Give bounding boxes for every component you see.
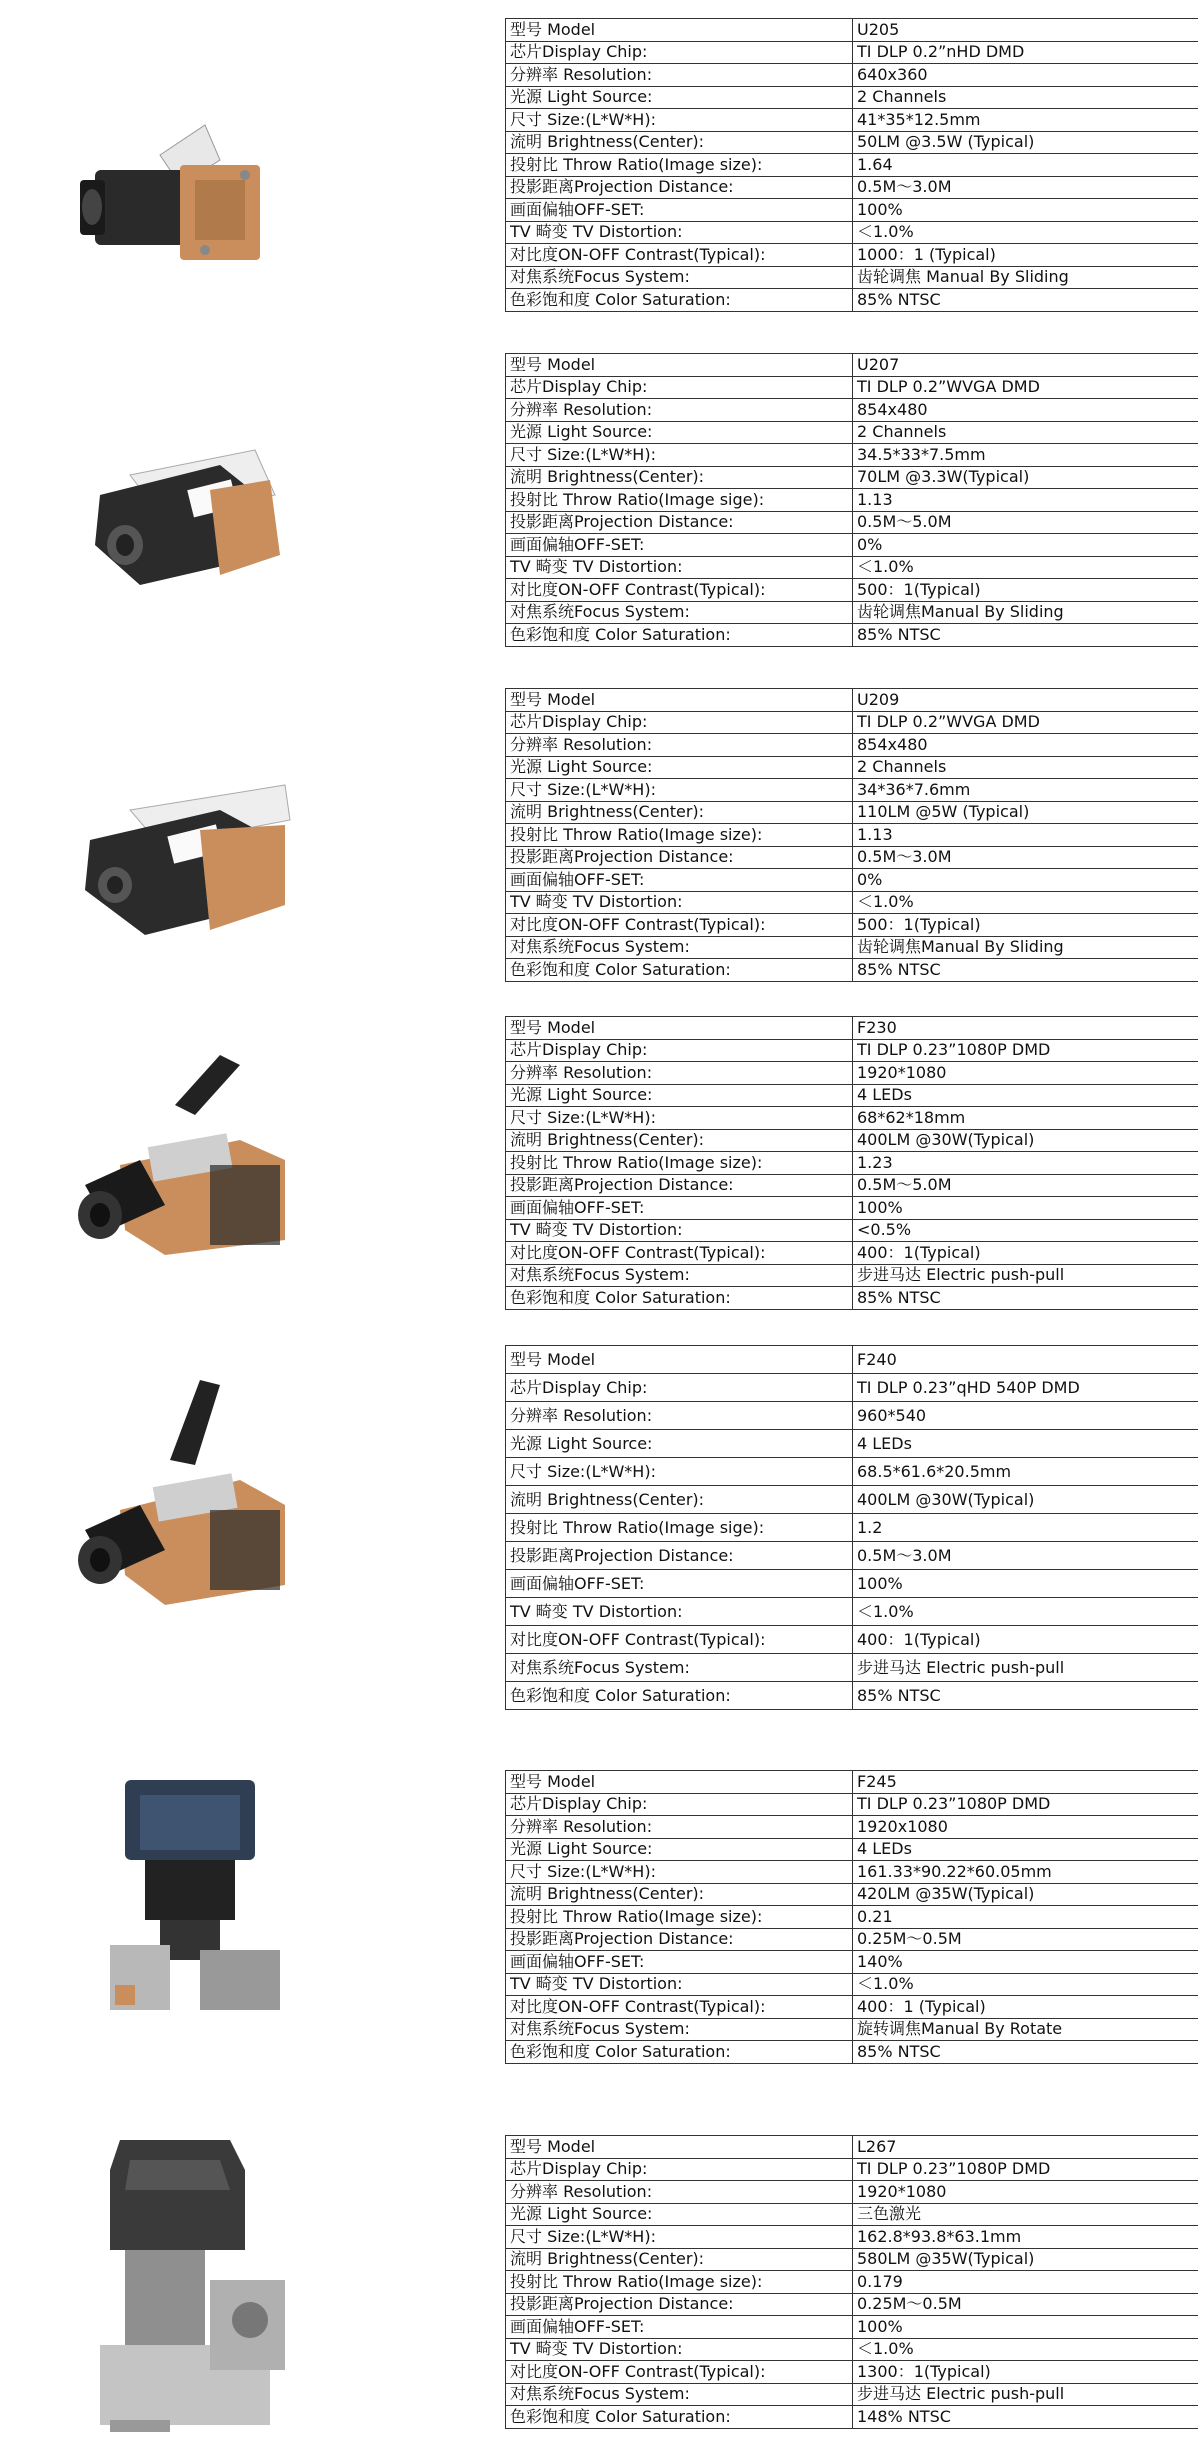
spec-value: 步进马达 Electric push-pull — [853, 1654, 1198, 1682]
table-row — [506, 1152, 1198, 1175]
table-row — [506, 489, 1198, 512]
spec-label: 对焦系统Focus System: — [506, 1264, 853, 1287]
spec-label: 投影距离Projection Distance: — [506, 511, 853, 534]
spec-value: 640x360 — [853, 64, 1198, 87]
laser-optical-engine-l267-icon — [70, 2130, 300, 2440]
spec-label: 型号 Model — [506, 1017, 853, 1040]
spec-value: U205 — [853, 19, 1198, 42]
spec-label: 光源 Light Source: — [506, 2203, 853, 2226]
spec-label: 画面偏轴OFF-SET: — [506, 199, 853, 222]
table-row — [506, 1197, 1198, 1220]
spec-value: 34*36*7.6mm — [853, 779, 1198, 802]
spec-label: 投射比 Throw Ratio(Image size): — [506, 824, 853, 847]
table-row — [506, 19, 1198, 42]
spec-label: 色彩饱和度 Color Saturation: — [506, 289, 853, 312]
spec-value: 1.13 — [853, 824, 1198, 847]
spec-value: 140% — [853, 1951, 1198, 1974]
spec-label: 投影距离Projection Distance: — [506, 846, 853, 869]
spec-value: 68.5*61.6*20.5mm — [853, 1458, 1198, 1486]
table-row — [506, 444, 1198, 467]
spec-label: 投射比 Throw Ratio(Image size): — [506, 1152, 853, 1175]
spec-value: 162.8*93.8*63.1mm — [853, 2226, 1198, 2249]
table-row — [506, 109, 1198, 132]
spec-label: 对比度ON-OFF Contrast(Typical): — [506, 579, 853, 602]
spec-label: 分辨率 Resolution: — [506, 399, 853, 422]
spec-label: 流明 Brightness(Center): — [506, 131, 853, 154]
table-row — [506, 534, 1198, 557]
table-row — [506, 1861, 1198, 1884]
spec-value: F240 — [853, 1346, 1198, 1374]
table-row — [506, 1107, 1198, 1130]
spec-label: TV 畸变 TV Distortion: — [506, 1598, 853, 1626]
spec-label: 型号 Model — [506, 1771, 853, 1794]
spec-label: 光源 Light Source: — [506, 1084, 853, 1107]
spec-label: 色彩饱和度 Color Saturation: — [506, 2406, 853, 2429]
spec-label: 尺寸 Size:(L*W*H): — [506, 1861, 853, 1884]
spec-label: 尺寸 Size:(L*W*H): — [506, 1458, 853, 1486]
spec-label: 画面偏轴OFF-SET: — [506, 2316, 853, 2339]
table-row — [506, 756, 1198, 779]
table-row — [506, 1017, 1198, 1040]
spec-value: ＜1.0% — [853, 221, 1198, 244]
table-row — [506, 1402, 1198, 1430]
spec-label: 投射比 Throw Ratio(Image size): — [506, 1906, 853, 1929]
spec-value: 400：1(Typical) — [853, 1626, 1198, 1654]
spec-label: 尺寸 Size:(L*W*H): — [506, 1107, 853, 1130]
spec-value: 0.5M～5.0M — [853, 1174, 1198, 1197]
table-row — [506, 199, 1198, 222]
spec-label: 画面偏轴OFF-SET: — [506, 1951, 853, 1974]
spec-table-u205 — [505, 18, 1198, 312]
spec-value: 161.33*90.22*60.05mm — [853, 1861, 1198, 1884]
table-row — [506, 1084, 1198, 1107]
table-row — [506, 2316, 1198, 2339]
table-row — [506, 624, 1198, 647]
table-row — [506, 1039, 1198, 1062]
spec-value: 2 Channels — [853, 756, 1198, 779]
spec-label: 对比度ON-OFF Contrast(Typical): — [506, 1626, 853, 1654]
table-row — [506, 2136, 1198, 2159]
table-row — [506, 1458, 1198, 1486]
spec-label: 画面偏轴OFF-SET: — [506, 1197, 853, 1220]
spec-label: 投影距离Projection Distance: — [506, 1928, 853, 1951]
spec-value: 85% NTSC — [853, 1287, 1198, 1310]
table-row — [506, 41, 1198, 64]
spec-label: 投影距离Projection Distance: — [506, 1542, 853, 1570]
spec-label: 对比度ON-OFF Contrast(Typical): — [506, 1242, 853, 1265]
table-row — [506, 289, 1198, 312]
spec-value: 1920*1080 — [853, 1062, 1198, 1085]
spec-value: 70LM @3.3W(Typical) — [853, 466, 1198, 489]
spec-value: TI DLP 0.2”WVGA DMD — [853, 376, 1198, 399]
spec-value: 齿轮调焦 Manual By Sliding — [853, 266, 1198, 289]
spec-value: 2 Channels — [853, 421, 1198, 444]
table-row — [506, 176, 1198, 199]
table-row — [506, 221, 1198, 244]
table-row — [506, 421, 1198, 444]
spec-label: 芯片Display Chip: — [506, 376, 853, 399]
table-row — [506, 1951, 1198, 1974]
spec-value: 50LM @3.5W (Typical) — [853, 131, 1198, 154]
spec-table-l267 — [505, 2135, 1198, 2429]
table-row — [506, 1906, 1198, 1929]
table-row — [506, 1598, 1198, 1626]
spec-label: 投影距离Projection Distance: — [506, 1174, 853, 1197]
spec-value: L267 — [853, 2136, 1198, 2159]
spec-value: 400：1 (Typical) — [853, 1996, 1198, 2019]
spec-value: 100% — [853, 1570, 1198, 1598]
table-row — [506, 2361, 1198, 2384]
spec-value: 1.13 — [853, 489, 1198, 512]
table-row — [506, 801, 1198, 824]
table-row — [506, 2041, 1198, 2064]
table-row — [506, 1062, 1198, 1085]
spec-value: 0.21 — [853, 1906, 1198, 1929]
spec-value: 148% NTSC — [853, 2406, 1198, 2429]
table-row — [506, 376, 1198, 399]
spec-table-u209 — [505, 688, 1198, 982]
spec-value: 4 LEDs — [853, 1084, 1198, 1107]
spec-label: 流明 Brightness(Center): — [506, 466, 853, 489]
spec-value: 500：1(Typical) — [853, 914, 1198, 937]
table-row — [506, 2203, 1198, 2226]
spec-value: 0% — [853, 534, 1198, 557]
spec-label: 分辨率 Resolution: — [506, 1402, 853, 1430]
spec-label: 对焦系统Focus System: — [506, 2018, 853, 2041]
dlp-optical-engine-u207-icon — [70, 435, 300, 595]
table-row — [506, 846, 1198, 869]
table-row — [506, 86, 1198, 109]
spec-label: 色彩饱和度 Color Saturation: — [506, 624, 853, 647]
spec-label: 投影距离Projection Distance: — [506, 176, 853, 199]
spec-label: 流明 Brightness(Center): — [506, 1883, 853, 1906]
spec-label: 芯片Display Chip: — [506, 711, 853, 734]
spec-label: 光源 Light Source: — [506, 1430, 853, 1458]
spec-label: 尺寸 Size:(L*W*H): — [506, 109, 853, 132]
table-row — [506, 1996, 1198, 2019]
spec-label: 对比度ON-OFF Contrast(Typical): — [506, 1996, 853, 2019]
spec-value: 步进马达 Electric push-pull — [853, 2383, 1198, 2406]
spec-table-f230 — [505, 1016, 1198, 1310]
table-row — [506, 2293, 1198, 2316]
table-row — [506, 1654, 1198, 1682]
table-row — [506, 354, 1198, 377]
spec-label: 投射比 Throw Ratio(Image size): — [506, 154, 853, 177]
table-row — [506, 1219, 1198, 1242]
table-row — [506, 2226, 1198, 2249]
spec-value: 0.5M～3.0M — [853, 846, 1198, 869]
table-row — [506, 914, 1198, 937]
spec-label: TV 畸变 TV Distortion: — [506, 2338, 853, 2361]
spec-label: 尺寸 Size:(L*W*H): — [506, 444, 853, 467]
spec-value: 34.5*33*7.5mm — [853, 444, 1198, 467]
spec-value: 400：1(Typical) — [853, 1242, 1198, 1265]
table-row — [506, 1838, 1198, 1861]
dlp-optical-engine-u205-icon — [70, 105, 300, 280]
dlp-optical-engine-f240-icon — [70, 1370, 300, 1610]
spec-label: 流明 Brightness(Center): — [506, 2248, 853, 2271]
spec-value: F230 — [853, 1017, 1198, 1040]
table-row — [506, 1486, 1198, 1514]
spec-label: 色彩饱和度 Color Saturation: — [506, 1287, 853, 1310]
spec-value: 110LM @5W (Typical) — [853, 801, 1198, 824]
table-row — [506, 2158, 1198, 2181]
spec-label: TV 畸变 TV Distortion: — [506, 556, 853, 579]
spec-value: 1920*1080 — [853, 2181, 1198, 2204]
spec-value: 0.25M～0.5M — [853, 1928, 1198, 1951]
spec-label: 流明 Brightness(Center): — [506, 1129, 853, 1152]
spec-label: 对比度ON-OFF Contrast(Typical): — [506, 2361, 853, 2384]
spec-label: 画面偏轴OFF-SET: — [506, 534, 853, 557]
table-row — [506, 734, 1198, 757]
spec-label: 芯片Display Chip: — [506, 1793, 853, 1816]
dlp-optical-engine-f245-icon — [70, 1770, 300, 2020]
spec-value: 500：1(Typical) — [853, 579, 1198, 602]
table-row — [506, 2248, 1198, 2271]
spec-table-u207 — [505, 353, 1198, 647]
spec-value: 580LM @35W(Typical) — [853, 2248, 1198, 2271]
spec-value: U209 — [853, 689, 1198, 712]
table-row — [506, 1682, 1198, 1710]
table-row — [506, 959, 1198, 982]
spec-label: 投射比 Throw Ratio(Image sige): — [506, 1514, 853, 1542]
spec-value: 1.23 — [853, 1152, 1198, 1175]
table-row — [506, 869, 1198, 892]
table-row — [506, 891, 1198, 914]
spec-label: 光源 Light Source: — [506, 1838, 853, 1861]
spec-label: 型号 Model — [506, 354, 853, 377]
table-row — [506, 1242, 1198, 1265]
spec-value: TI DLP 0.2”WVGA DMD — [853, 711, 1198, 734]
spec-value: 960*540 — [853, 1402, 1198, 1430]
spec-value: ＜1.0% — [853, 891, 1198, 914]
table-row — [506, 131, 1198, 154]
spec-label: 分辨率 Resolution: — [506, 1062, 853, 1085]
spec-value: F245 — [853, 1771, 1198, 1794]
table-row — [506, 266, 1198, 289]
spec-label: 对焦系统Focus System: — [506, 266, 853, 289]
spec-label: TV 畸变 TV Distortion: — [506, 891, 853, 914]
spec-value: TI DLP 0.2”nHD DMD — [853, 41, 1198, 64]
spec-label: 投影距离Projection Distance: — [506, 2293, 853, 2316]
table-row — [506, 2018, 1198, 2041]
spec-value: ＜1.0% — [853, 1598, 1198, 1626]
spec-label: 分辨率 Resolution: — [506, 1816, 853, 1839]
table-row — [506, 824, 1198, 847]
spec-label: 对焦系统Focus System: — [506, 1654, 853, 1682]
spec-label: TV 畸变 TV Distortion: — [506, 221, 853, 244]
table-row — [506, 1174, 1198, 1197]
table-row — [506, 399, 1198, 422]
table-row — [506, 1973, 1198, 1996]
spec-label: 芯片Display Chip: — [506, 2158, 853, 2181]
spec-value: 齿轮调焦Manual By Sliding — [853, 936, 1198, 959]
spec-value: ＜1.0% — [853, 556, 1198, 579]
spec-value: 85% NTSC — [853, 959, 1198, 982]
spec-value: 0.5M～5.0M — [853, 511, 1198, 534]
spec-label: 芯片Display Chip: — [506, 1374, 853, 1402]
table-row — [506, 1346, 1198, 1374]
table-row — [506, 2383, 1198, 2406]
spec-label: 对比度ON-OFF Contrast(Typical): — [506, 244, 853, 267]
spec-label: 画面偏轴OFF-SET: — [506, 869, 853, 892]
spec-value: 1.2 — [853, 1514, 1198, 1542]
spec-label: 对焦系统Focus System: — [506, 936, 853, 959]
table-row — [506, 1430, 1198, 1458]
spec-label: 分辨率 Resolution: — [506, 734, 853, 757]
spec-label: 型号 Model — [506, 689, 853, 712]
table-row — [506, 154, 1198, 177]
spec-label: 分辨率 Resolution: — [506, 2181, 853, 2204]
table-row — [506, 1287, 1198, 1310]
spec-label: 流明 Brightness(Center): — [506, 801, 853, 824]
spec-label: 型号 Model — [506, 1346, 853, 1374]
spec-value: 三色激光 — [853, 2203, 1198, 2226]
spec-label: 光源 Light Source: — [506, 86, 853, 109]
spec-value: 步进马达 Electric push-pull — [853, 1264, 1198, 1287]
table-row — [506, 779, 1198, 802]
spec-value: 0.179 — [853, 2271, 1198, 2294]
spec-value: TI DLP 0.23”1080P DMD — [853, 1039, 1198, 1062]
spec-table-f245 — [505, 1770, 1198, 2064]
spec-value: 旋转调焦Manual By Rotate — [853, 2018, 1198, 2041]
spec-table-f240 — [505, 1345, 1198, 1710]
spec-label: 尺寸 Size:(L*W*H): — [506, 779, 853, 802]
spec-value: TI DLP 0.23”qHD 540P DMD — [853, 1374, 1198, 1402]
spec-value: 400LM @30W(Typical) — [853, 1129, 1198, 1152]
spec-value: 854x480 — [853, 734, 1198, 757]
spec-value: 0.5M～3.0M — [853, 1542, 1198, 1570]
table-row — [506, 244, 1198, 267]
spec-value: 85% NTSC — [853, 2041, 1198, 2064]
spec-label: 色彩饱和度 Color Saturation: — [506, 1682, 853, 1710]
spec-value: 85% NTSC — [853, 1682, 1198, 1710]
spec-value: 1000：1 (Typical) — [853, 244, 1198, 267]
table-row — [506, 1816, 1198, 1839]
spec-label: 画面偏轴OFF-SET: — [506, 1570, 853, 1598]
table-row — [506, 2406, 1198, 2429]
spec-value: 420LM @35W(Typical) — [853, 1883, 1198, 1906]
spec-value: 2 Channels — [853, 86, 1198, 109]
spec-label: 光源 Light Source: — [506, 421, 853, 444]
spec-value: <0.5% — [853, 1219, 1198, 1242]
spec-value: 100% — [853, 2316, 1198, 2339]
table-row — [506, 1570, 1198, 1598]
table-row — [506, 1542, 1198, 1570]
spec-label: 对焦系统Focus System: — [506, 2383, 853, 2406]
spec-value: 68*62*18mm — [853, 1107, 1198, 1130]
table-row — [506, 1264, 1198, 1287]
table-row — [506, 1793, 1198, 1816]
dlp-optical-engine-u209-icon — [70, 770, 300, 945]
spec-value: TI DLP 0.23”1080P DMD — [853, 1793, 1198, 1816]
table-row — [506, 556, 1198, 579]
table-row — [506, 2338, 1198, 2361]
table-row — [506, 64, 1198, 87]
spec-value: 4 LEDs — [853, 1838, 1198, 1861]
spec-value: TI DLP 0.23”1080P DMD — [853, 2158, 1198, 2181]
spec-value: 0% — [853, 869, 1198, 892]
spec-label: TV 畸变 TV Distortion: — [506, 1973, 853, 1996]
table-row — [506, 2181, 1198, 2204]
spec-label: 型号 Model — [506, 19, 853, 42]
spec-label: 色彩饱和度 Color Saturation: — [506, 2041, 853, 2064]
spec-value: 100% — [853, 199, 1198, 222]
spec-value: ＜1.0% — [853, 1973, 1198, 1996]
spec-value: 0.5M～3.0M — [853, 176, 1198, 199]
spec-value: 400LM @30W(Typical) — [853, 1486, 1198, 1514]
spec-value: 85% NTSC — [853, 289, 1198, 312]
table-row — [506, 1626, 1198, 1654]
table-row — [506, 1771, 1198, 1794]
table-row — [506, 711, 1198, 734]
table-row — [506, 579, 1198, 602]
table-row — [506, 936, 1198, 959]
spec-value: 41*35*12.5mm — [853, 109, 1198, 132]
spec-value: 4 LEDs — [853, 1430, 1198, 1458]
table-row — [506, 511, 1198, 534]
table-row — [506, 689, 1198, 712]
spec-value: 1300：1(Typical) — [853, 2361, 1198, 2384]
spec-value: 1920x1080 — [853, 1816, 1198, 1839]
table-row — [506, 1514, 1198, 1542]
spec-value: 854x480 — [853, 399, 1198, 422]
table-row — [506, 1129, 1198, 1152]
spec-label: 对焦系统Focus System: — [506, 601, 853, 624]
spec-label: 尺寸 Size:(L*W*H): — [506, 2226, 853, 2249]
spec-label: 色彩饱和度 Color Saturation: — [506, 959, 853, 982]
spec-value: 1.64 — [853, 154, 1198, 177]
spec-label: 投射比 Throw Ratio(Image sige): — [506, 489, 853, 512]
spec-label: 型号 Model — [506, 2136, 853, 2159]
spec-label: 投射比 Throw Ratio(Image size): — [506, 2271, 853, 2294]
table-row — [506, 2271, 1198, 2294]
table-row — [506, 1928, 1198, 1951]
spec-label: 对比度ON-OFF Contrast(Typical): — [506, 914, 853, 937]
spec-label: 光源 Light Source: — [506, 756, 853, 779]
table-row — [506, 1883, 1198, 1906]
dlp-optical-engine-f230-icon — [70, 1045, 300, 1260]
table-row — [506, 466, 1198, 489]
spec-label: 流明 Brightness(Center): — [506, 1486, 853, 1514]
spec-label: 芯片Display Chip: — [506, 41, 853, 64]
spec-label: 芯片Display Chip: — [506, 1039, 853, 1062]
table-row — [506, 601, 1198, 624]
spec-value: ＜1.0% — [853, 2338, 1198, 2361]
spec-value: 0.25M～0.5M — [853, 2293, 1198, 2316]
table-row — [506, 1374, 1198, 1402]
spec-value: 100% — [853, 1197, 1198, 1220]
spec-value: 85% NTSC — [853, 624, 1198, 647]
spec-label: TV 畸变 TV Distortion: — [506, 1219, 853, 1242]
spec-value: 齿轮调焦Manual By Sliding — [853, 601, 1198, 624]
spec-value: U207 — [853, 354, 1198, 377]
spec-label: 分辨率 Resolution: — [506, 64, 853, 87]
